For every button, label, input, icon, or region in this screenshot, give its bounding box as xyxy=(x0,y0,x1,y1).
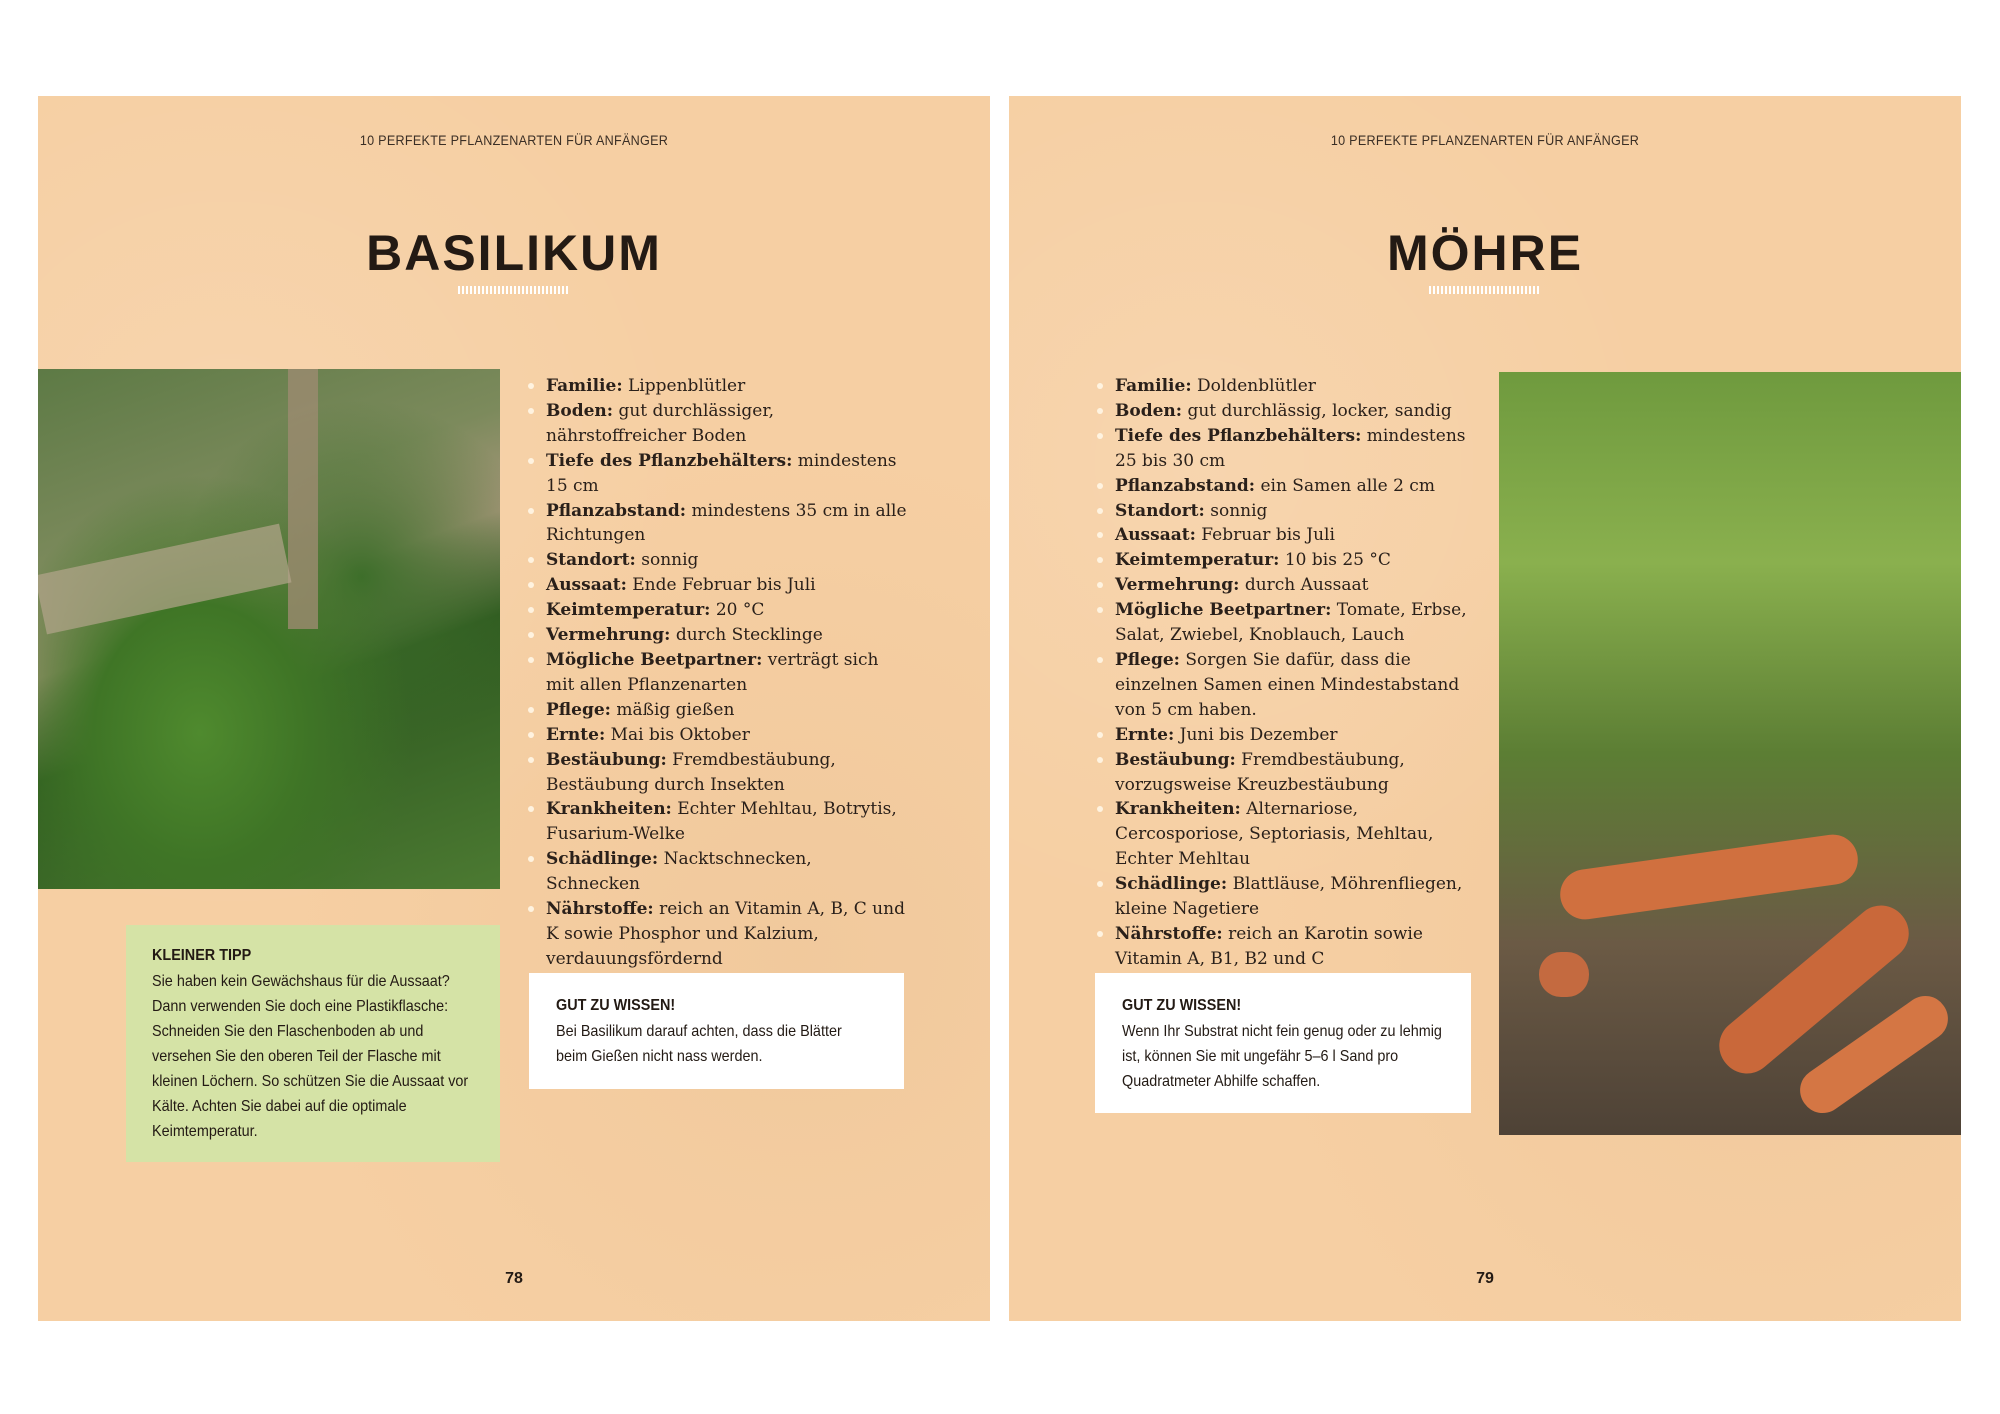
fact-item xyxy=(528,399,908,449)
fact-value: gut durchlässiger, nährstoffreicher Boden xyxy=(546,400,775,446)
fact-label: Nährstoffe: xyxy=(546,899,654,920)
fact-label: Nährstoffe: xyxy=(1115,923,1223,944)
fact-list xyxy=(528,374,908,972)
fact-item xyxy=(528,548,908,573)
tip-text: Sie haben kein Gewächshaus für die Aussaat? Dann verwenden Sie doch eine Plastikflasche: Schneiden Sie den Flaschenboden ab und versehen Sie den oberen Teil der Flasche mit kleinen Löchern. So schützen Sie die Aussaat vor Kälte. Achten Sie dabei auf die optimale Keimtemperatur. xyxy=(152,973,469,1140)
tip-title: KLEINER TIPP xyxy=(152,947,252,964)
fact-label: Ernte: xyxy=(1115,724,1175,745)
fact-label: Bestäubung: xyxy=(1115,749,1236,770)
fact-item xyxy=(528,748,908,798)
fact-label: Standort: xyxy=(546,550,636,571)
info-title: GUT ZU WISSEN! xyxy=(556,997,676,1014)
fact-value: Alternariose, Cercosporiose, Septoriasis, Mehltau, Echter Mehltau xyxy=(1115,799,1434,870)
title-ornament xyxy=(458,286,570,294)
fact-value: Nacktschnecken, Schnecken xyxy=(546,849,812,895)
fact-label: Standort: xyxy=(1115,500,1205,521)
fact-item xyxy=(1097,424,1482,474)
info-title: GUT ZU WISSEN! xyxy=(1122,997,1242,1014)
info-box xyxy=(529,973,904,1089)
fact-item xyxy=(1097,797,1482,872)
fact-value: Fremdbestäubung, vorzugsweise Kreuzbestäubung xyxy=(1115,749,1405,795)
fact-item xyxy=(528,897,908,972)
fact-item xyxy=(528,598,908,623)
fact-label: Aussaat: xyxy=(1115,525,1196,546)
fact-label: Bestäubung: xyxy=(546,749,667,770)
fact-item xyxy=(1097,399,1482,424)
fact-value: mindestens 35 cm in alle Richtungen xyxy=(546,500,907,546)
fact-label: Schädlinge: xyxy=(1115,874,1228,895)
fact-label: Boden: xyxy=(1115,400,1183,421)
fact-label: Ernte: xyxy=(546,724,606,745)
fact-label: Pflanzabstand: xyxy=(546,500,687,521)
fact-value: sonnig xyxy=(641,550,699,571)
fact-value: reich an Karotin sowie Vitamin A, B1, B2 und C xyxy=(1115,923,1423,969)
fact-item xyxy=(1097,374,1482,399)
fact-value: mindestens 15 cm xyxy=(546,450,897,496)
fact-item xyxy=(1097,474,1482,499)
fact-item xyxy=(528,797,908,847)
fact-item xyxy=(528,499,908,549)
fact-label: Keimtemperatur: xyxy=(1115,550,1280,571)
fact-value: mäßig gießen xyxy=(616,699,735,720)
carrot-photo xyxy=(1499,372,1961,1135)
fact-value: verträgt sich mit allen Pflanzenarten xyxy=(546,649,879,695)
fact-label: Boden: xyxy=(546,400,614,421)
tip-box xyxy=(126,925,500,1162)
fact-value: mindestens 25 bis 30 cm xyxy=(1115,425,1466,471)
fact-value: durch Stecklinge xyxy=(675,625,823,646)
fact-value: reich an Vitamin A, B, C und K sowie Phosphor und Kalzium, verdauungsfördernd xyxy=(546,899,905,969)
fact-label: Mögliche Beetpartner: xyxy=(1115,600,1332,621)
fact-value: 10 bis 25 °C xyxy=(1284,550,1391,571)
fact-item xyxy=(1097,573,1482,598)
page-title: BASILIKUM xyxy=(366,225,662,281)
fact-value: Ende Februar bis Juli xyxy=(632,575,816,596)
fact-value: Blattläuse, Möhrenfliegen, kleine Nagetiere xyxy=(1115,874,1463,920)
fact-item xyxy=(1097,523,1482,548)
running-head: 10 PERFEKTE PFLANZENARTEN FÜR ANFÄNGER xyxy=(359,132,669,148)
title-ornament xyxy=(1429,286,1541,294)
fact-value: Tomate, Erbse, Salat, Zwiebel, Knoblauch, Lauch xyxy=(1115,600,1467,646)
fact-value: Echter Mehltau, Botrytis, Fusarium-Welke xyxy=(546,799,897,845)
fact-label: Krankheiten: xyxy=(1115,799,1241,820)
info-text: Wenn Ihr Substrat nicht fein genug oder zu lehmig ist, können Sie mit ungefähr 5–6 l Sand pro Quadratmeter Abhilfe schaffen. xyxy=(1122,1023,1442,1090)
fact-item xyxy=(1097,548,1482,573)
page-number: 78 xyxy=(505,1270,523,1287)
fact-item xyxy=(528,623,908,648)
fact-item xyxy=(1097,648,1482,723)
fact-item xyxy=(1097,872,1482,922)
fact-label: Tiefe des Pflanzbehälters: xyxy=(546,450,793,471)
fact-item xyxy=(1097,723,1482,748)
fact-value: Juni bis Dezember xyxy=(1179,724,1338,745)
info-box xyxy=(1095,973,1471,1113)
fact-item xyxy=(528,449,908,499)
fact-label: Aussaat: xyxy=(546,575,627,596)
fact-item xyxy=(528,847,908,897)
fact-label: Familie: xyxy=(1115,376,1192,396)
page-number: 79 xyxy=(1476,1270,1494,1287)
right-page xyxy=(1009,96,1961,1321)
fact-label: Mögliche Beetpartner: xyxy=(546,649,763,670)
fact-value: Lippenblütler xyxy=(628,376,746,396)
fact-value: 20 °C xyxy=(715,600,765,621)
fact-value: durch Aussaat xyxy=(1244,575,1369,596)
fact-item xyxy=(528,374,908,399)
fact-item xyxy=(528,648,908,698)
fact-item xyxy=(1097,748,1482,798)
fact-value: Fremdbestäubung, Bestäubung durch Insekten xyxy=(546,749,836,795)
fact-label: Pflege: xyxy=(546,699,611,720)
fact-label: Familie: xyxy=(546,376,623,396)
fact-label: Krankheiten: xyxy=(546,799,672,820)
fact-item xyxy=(1097,598,1482,648)
fact-value: Doldenblütler xyxy=(1197,376,1316,396)
basil-photo xyxy=(38,369,500,889)
page-title: MÖHRE xyxy=(1386,225,1584,281)
fact-label: Schädlinge: xyxy=(546,849,659,870)
fact-label: Vermehrung: xyxy=(1115,575,1240,596)
fact-value: sonnig xyxy=(1210,500,1268,521)
fact-value: ein Samen alle 2 cm xyxy=(1260,475,1435,496)
fact-item xyxy=(1097,499,1482,524)
fact-list xyxy=(1097,374,1482,972)
running-head: 10 PERFEKTE PFLANZENARTEN FÜR ANFÄNGER xyxy=(1330,132,1640,148)
fact-label: Keimtemperatur: xyxy=(546,600,711,621)
fact-item xyxy=(1097,922,1482,972)
fact-item xyxy=(528,723,908,748)
fact-label: Tiefe des Pflanzbehälters: xyxy=(1115,425,1362,446)
fact-item xyxy=(528,573,908,598)
fact-label: Pflege: xyxy=(1115,649,1180,670)
info-text: Bei Basilikum darauf achten, dass die Blätter beim Gießen nicht nass werden. xyxy=(556,1023,842,1065)
fact-value: Mai bis Oktober xyxy=(610,724,750,745)
fact-label: Vermehrung: xyxy=(546,625,671,646)
fact-label: Pflanzabstand: xyxy=(1115,475,1256,496)
fact-value: Sorgen Sie dafür, dass die einzelnen Samen einen Mindestabstand von 5 cm haben. xyxy=(1115,649,1460,720)
fact-value: Februar bis Juli xyxy=(1201,525,1335,546)
fact-item xyxy=(528,698,908,723)
fact-value: gut durchlässig, locker, sandig xyxy=(1187,400,1452,421)
left-page xyxy=(38,96,990,1321)
